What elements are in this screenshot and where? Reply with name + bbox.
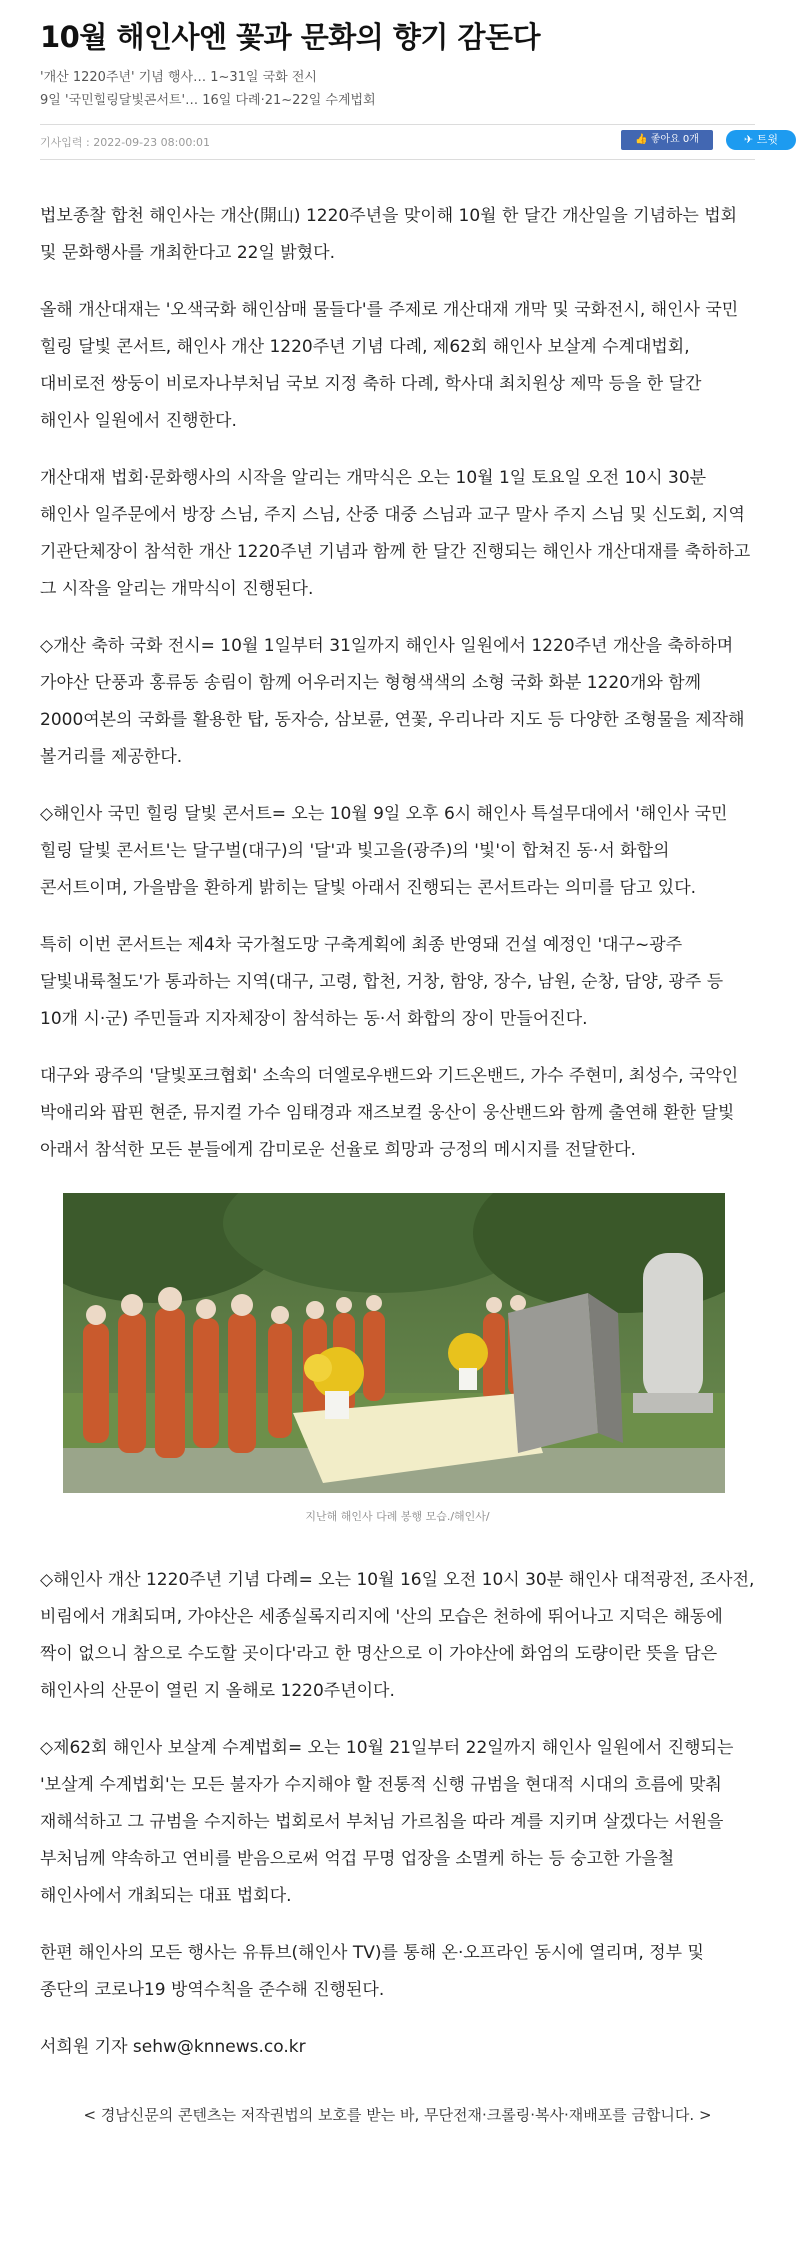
article-meta-bar	[40, 124, 755, 160]
paragraph: 특히 이번 콘서트는 제4차 국가철도망 구축계획에 최종 반영돼 건설 예정인 '대구~광주 달빛내륙철도'가 통과하는 지역(대구, 고령, 합천, 거창, 함양, 장수, 남원, 순창, 담양, 광주 등 10개 시·군) 주민들과 지자체장이 참석하는 동·서 화합의 장이 만들어진다.	[40, 935, 724, 1029]
facebook-like-button[interactable]	[621, 130, 713, 150]
paragraph: 올해 개산대재는 '오색국화 해인삼매 물들다'를 주제로 개산대재 개막 및 국화전시, 해인사 국민 힐링 달빛 콘서트, 해인사 개산 1220주년 기념 다례, 제62회 해인사 보살계 수계대법회, 대비로전 쌍둥이 비로자나부처님 국보 지정 축하 다례, 학사대 최치원상 제막 등을 한 달간 해인사 일원에서 진행한다.	[40, 300, 739, 431]
copyright-notice: < 경남신문의 콘텐츠는 저작권법의 보호를 받는 바, 무단전재·크롤링·복사·재배포를 금합니다. >	[83, 2106, 712, 2124]
article-body	[40, 198, 755, 2125]
paragraph: 개산대재 법회·문화행사의 시작을 알리는 개막식은 오는 10월 1일 토요일 오전 10시 30분 해인사 일주문에서 방장 스님, 주지 스님, 산중 대중 스님과 교구 말사 주지 스님 및 신도회, 지역 기관단체장이 참석한 개산 1220주년 기념과 함께 한 달간 진행되는 해인사 개산대재를 축하하고 그 시작을 알리는 개막식이 진행된다.	[40, 468, 751, 599]
paragraph: 대구와 광주의 '달빛포크협회' 소속의 더엘로우밴드와 기드온밴드, 가수 주현미, 최성수, 국악인 박애리와 팝핀 현준, 뮤지컬 가수 임태경과 재즈보컬 웅산이 웅산밴드와 함께 출연해 환한 달빛 아래서 참석한 모든 분들에게 감미로운 선율로 희망과 긍정의 메시지를 전달한다.	[40, 1066, 739, 1160]
paragraph: ◇해인사 개산 1220주년 기념 다례= 오는 10월 16일 오전 10시 30분 해인사 대적광전, 조사전, 비림에서 개최되며, 가야산은 세종실록지리지에 '산의 모습은 천하에 뛰어나고 지덕은 해동에 짝이 없으니 참으로 수도할 곳이다'라고 한 명산으로 이 가야산에 화엄의 도량이란 뜻을 담은 해인사의 산문이 열린 지 올해로 1220주년이다.	[40, 1570, 755, 1701]
article-subtitle-1: '개산 1220주년' 기념 행사… 1~31일 국화 전시	[40, 70, 317, 85]
paragraph: ◇제62회 해인사 보살계 수계법회= 오는 10월 21일부터 22일까지 해인사 일원에서 진행되는 '보살계 수계법회'는 모든 불자가 수지해야 할 전통적 신행 규범을 현대적 시대의 흐름에 맞춰 재해석하고 그 규범을 수지하는 법회로서 부처님 가르침을 따라 계를 지키며 살겠다는 서원을 부처님께 약속하고 연비를 받음으로써 억겁 무명 업장을 소멸케 하는 등 숭고한 가을철 해인사에서 개최되는 대표 법회다.	[40, 1738, 734, 1906]
twitter-bird-icon: ✈	[744, 133, 757, 146]
like-label: 좋아요 0개	[650, 134, 699, 145]
paragraph: 한편 해인사의 모든 행사는 유튜브(해인사 TV)를 통해 온·오프라인 동시에 열리며, 정부 및 종단의 코로나19 방역수칙을 준수해 진행된다.	[40, 1943, 704, 2000]
tweet-button[interactable]	[726, 130, 796, 150]
article	[40, 0, 778, 2125]
photo-caption: 지난해 해인사 다례 봉행 모습./해인사/	[305, 1510, 490, 1523]
paragraph: ◇개산 축하 국화 전시= 10월 1일부터 31일까지 해인사 일원에서 1220주년 개산을 축하하며 가야산 단풍과 홍류동 송림이 함께 어우러지는 형형색색의 소형 국화 화분 1220개와 함께 2000여본의 국화를 활용한 탑, 동자승, 삼보륜, 연꽃, 우리나라 지도 등 다양한 조형물을 제작해 볼거리를 제공한다.	[40, 636, 745, 767]
article-title: 10월 해인사엔 꽃과 문화의 향기 감돈다	[40, 20, 541, 54]
publish-date: 기사입력 : 2022-09-23 08:00:01	[40, 136, 211, 149]
facebook-like-icon: 👍	[635, 134, 651, 145]
paragraph: ◇해인사 국민 힐링 달빛 콘서트= 오는 10월 9일 오후 6시 해인사 특설무대에서 '해인사 국민 힐링 달빛 콘서트'는 달구벌(대구)의 '달'과 빛고을(광주)의 '빛'이 합쳐진 동·서 화합의 콘서트이며, 가을밤을 환하게 밝히는 달빛 아래서 진행되는 콘서트라는 의미를 담고 있다.	[40, 804, 728, 898]
article-subtitle-2: 9일 '국민힐링달빛콘서트'… 16일 다례·21~22일 수계법회	[40, 93, 376, 108]
temple-ceremony-photo	[63, 1193, 725, 1493]
article-photo	[63, 1193, 725, 1493]
paragraph: 법보종찰 합천 해인사는 개산(開山) 1220주년을 맞이해 10월 한 달간 개산일을 기념하는 법회 및 문화행사를 개최한다고 22일 밝혔다.	[40, 206, 738, 263]
reporter-byline: 서희원 기자 sehw@knnews.co.kr	[40, 2037, 306, 2057]
tweet-label: 트윗	[756, 133, 778, 146]
